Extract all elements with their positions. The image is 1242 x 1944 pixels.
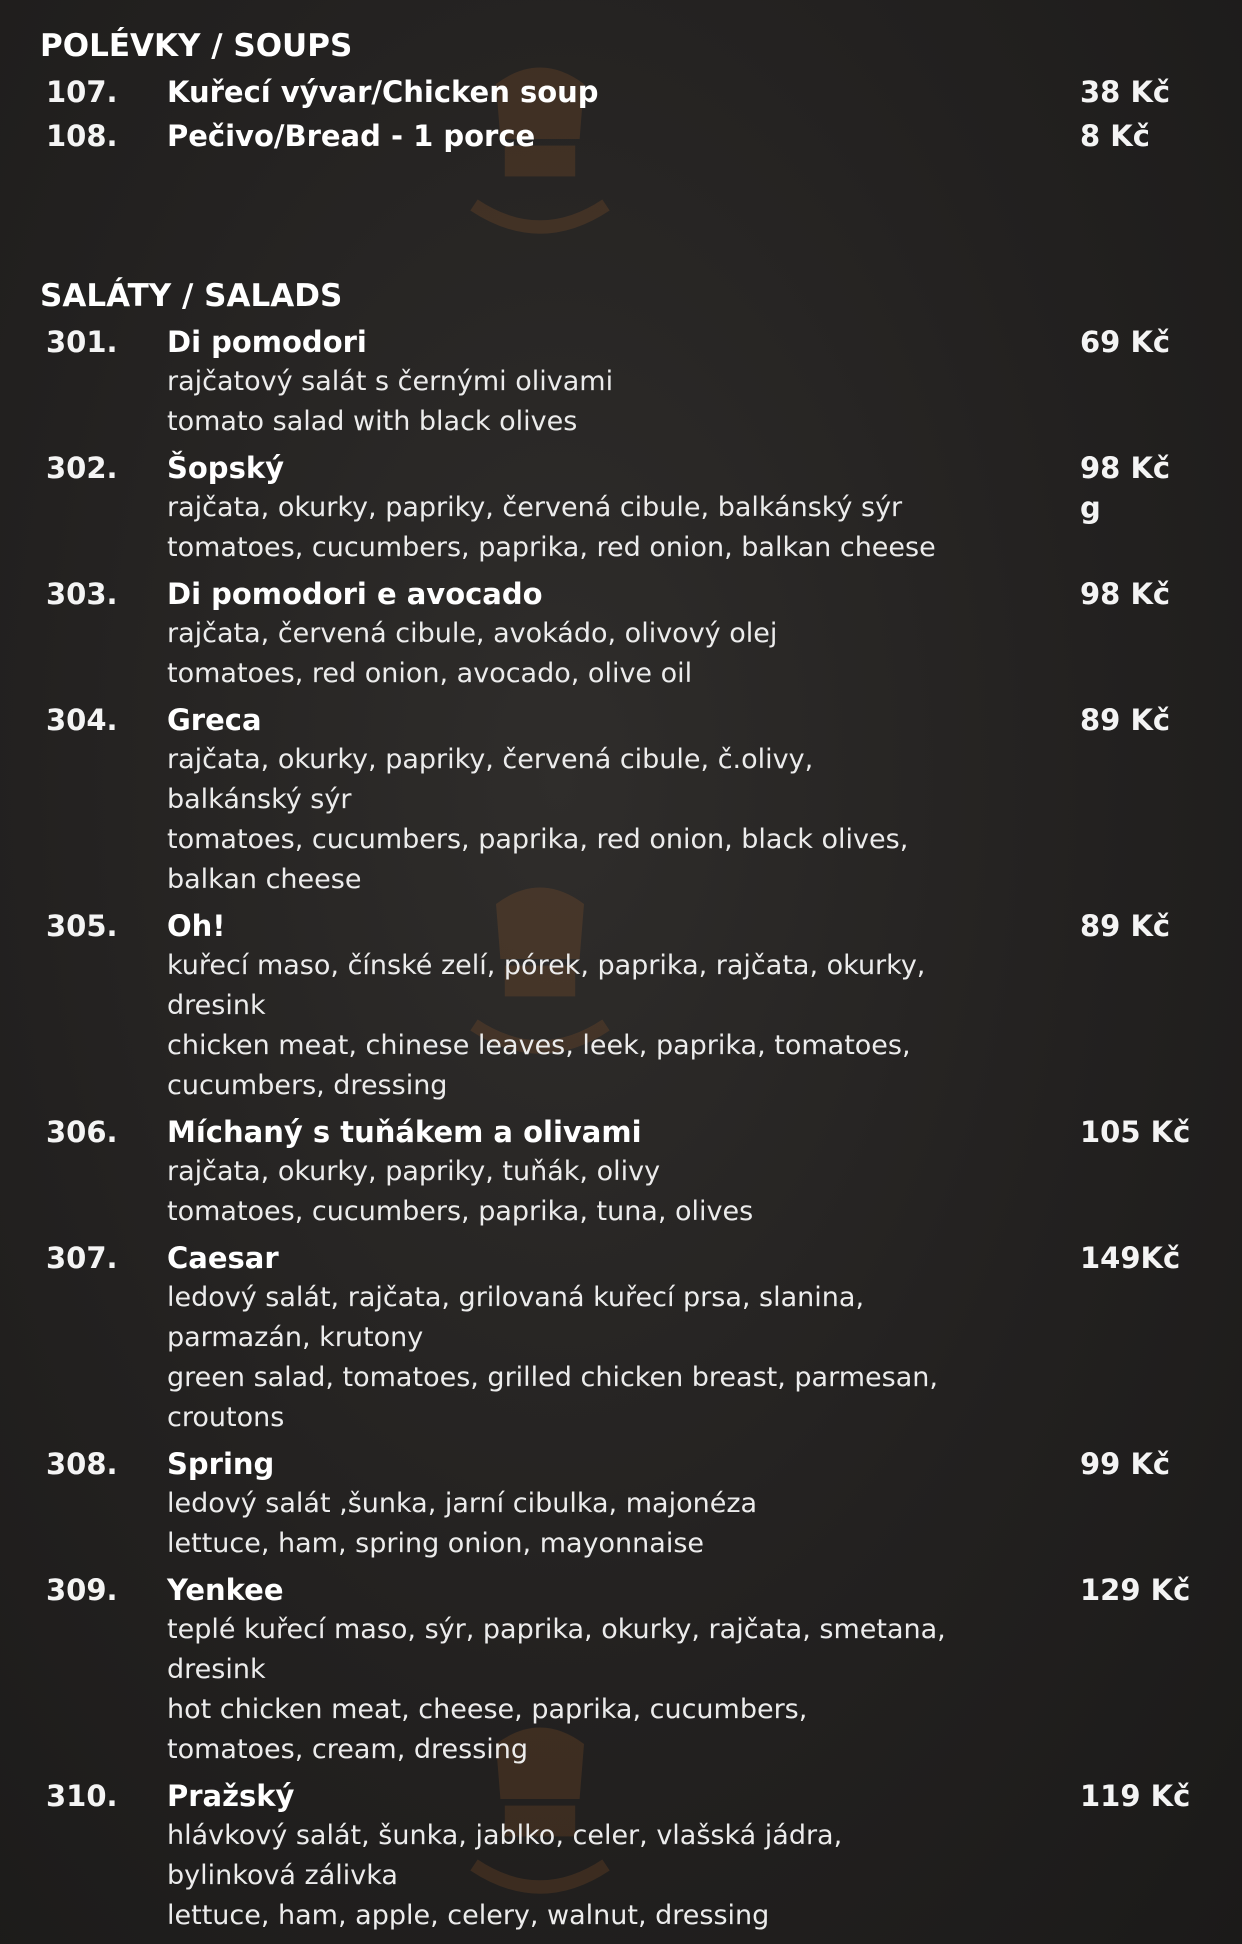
item-number: 310. [46,1779,118,1813]
item-name: Di pomodori [167,325,367,359]
item-price: 119 Kč [1080,1779,1191,1813]
item-number: 108. [46,119,118,153]
item-description: kuřecí maso, čínské zelí, pórek, paprika, rajčata, okurky, [167,950,926,981]
item-price: 69 Kč [1080,325,1171,359]
item-number: 309. [46,1573,118,1607]
item-description: ledový salát ,šunka, jarní cibulka, majonéza [167,1488,758,1519]
item-description: balkánský sýr [167,784,352,815]
item-number: 304. [46,703,118,737]
item-number: 305. [46,909,118,943]
item-description: lettuce, ham, apple, celery, walnut, dressing [167,1900,770,1931]
item-description: tomatoes, cucumbers, paprika, red onion, balkan cheese [167,532,936,563]
item-description: cucumbers, dressing [167,1070,448,1101]
item-number: 308. [46,1447,118,1481]
item-number: 306. [46,1115,118,1149]
item-price: 89 Kč [1080,909,1171,943]
item-name: Spring [167,1447,275,1481]
item-description: balkan cheese [167,864,362,895]
item-description: bylinková zálivka [167,1860,398,1891]
item-name: Kuřecí vývar/Chicken soup [167,75,599,109]
item-description: tomatoes, cucumbers, paprika, tuna, olives [167,1196,754,1227]
item-description: rajčatový salát s černými olivami [167,366,614,397]
section-title-salads: SALÁTY / SALADS [40,278,343,314]
item-description: tomatoes, red onion, avocado, olive oil [167,658,693,689]
item-description: parmazán, krutony [167,1322,424,1353]
item-name: Oh! [167,909,226,943]
item-description: hot chicken meat, cheese, paprika, cucumbers, [167,1694,808,1725]
item-description: rajčata, okurky, papriky, červená cibule, č.olivy, [167,744,814,775]
section-title-soups: POLÉVKY / SOUPS [40,28,353,64]
item-number: 307. [46,1241,118,1275]
item-price: 99 Kč [1080,1447,1171,1481]
item-name: Greca [167,703,262,737]
item-description: lettuce, ham, spring onion, mayonnaise [167,1528,705,1559]
item-name: Caesar [167,1241,279,1275]
item-number: 302. [46,451,118,485]
item-price: 129 Kč [1080,1573,1191,1607]
item-description: rajčata, okurky, papriky, červená cibule, balkánský sýr [167,492,903,523]
item-description: rajčata, červená cibule, avokádo, olivový olej [167,618,778,649]
item-name: Pečivo/Bread - 1 porce [167,119,536,153]
item-name: Pražský [167,1779,295,1813]
item-description: ledový salát, rajčata, grilovaná kuřecí prsa, slanina, [167,1282,865,1313]
item-number: 303. [46,577,118,611]
item-number: 107. [46,75,118,109]
item-description: teplé kuřecí maso, sýr, paprika, okurky, rajčata, smetana, [167,1614,946,1645]
item-price: 98 Kč [1080,577,1171,611]
item-name: Yenkee [167,1573,284,1607]
item-name: Míchaný s tuňákem a olivami [167,1115,642,1149]
item-description: croutons [167,1402,285,1433]
item-price: 98 Kč [1080,451,1171,485]
item-price: 89 Kč [1080,703,1171,737]
item-number: 301. [46,325,118,359]
item-description: chicken meat, chinese leaves, leek, paprika, tomatoes, [167,1030,911,1061]
item-description: tomatoes, cream, dressing [167,1734,529,1765]
item-description: tomatoes, cucumbers, paprika, red onion, black olives, [167,824,909,855]
item-name: Šopský [167,451,285,485]
item-price: 8 Kč [1080,119,1150,153]
item-price: 149Kč [1080,1241,1181,1275]
item-description: green salad, tomatoes, grilled chicken breast, parmesan, [167,1362,938,1393]
item-price: 105 Kč [1080,1115,1191,1149]
item-description: rajčata, okurky, papriky, tuňák, olivy [167,1156,661,1187]
item-description: hlávkový salát, šunka, jablko, celer, vlašská jádra, [167,1820,843,1851]
item-name: Di pomodori e avocado [167,577,543,611]
item-price: 38 Kč [1080,75,1171,109]
item-description: dresink [167,990,266,1021]
item-description: dresink [167,1654,266,1685]
item-description: tomato salad with black olives [167,406,578,437]
item-price-note: g [1080,491,1101,525]
